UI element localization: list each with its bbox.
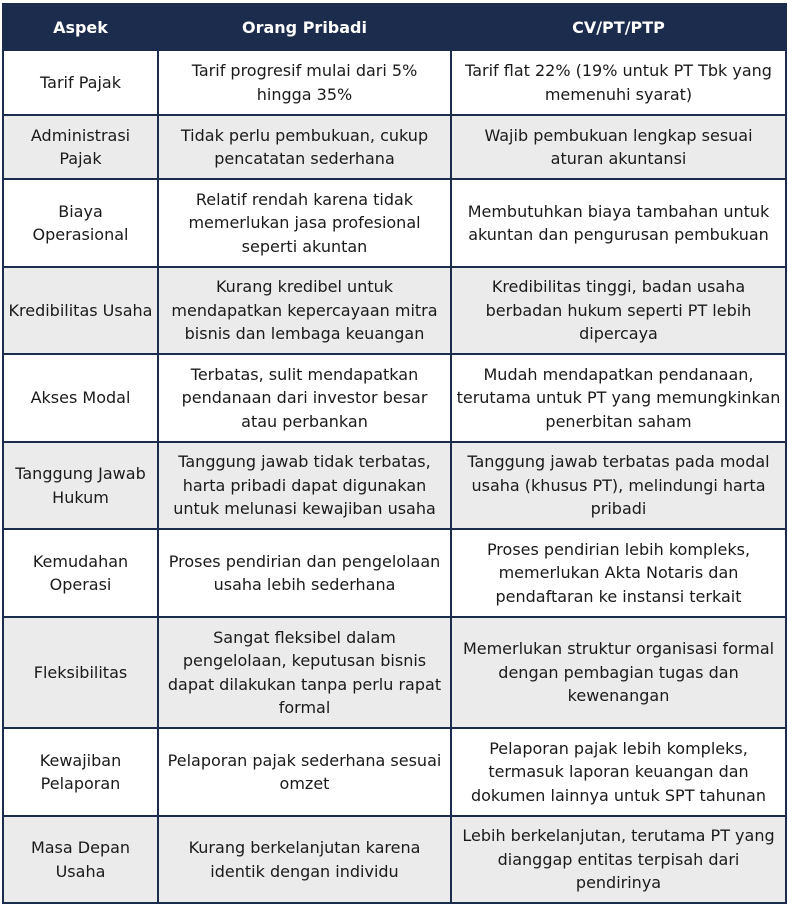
cell-badan-usaha: Mudah mendapatkan pendanaan, terutama untuk PT yang memungkinkan penerbitan saham <box>451 354 786 442</box>
cell-aspek: Kewajiban Pelaporan <box>3 728 158 816</box>
cell-badan-usaha: Proses pendirian lebih kompleks, memerlukan Akta Notaris dan pendaftaran ke instansi terkait <box>451 529 786 617</box>
table-row <box>3 50 786 115</box>
cell-orang-pribadi: Kurang kredibel untuk mendapatkan kepercayaan mitra bisnis dan lembaga keuangan <box>158 267 451 354</box>
cell-badan-usaha: Membutuhkan biaya tambahan untuk akuntan dan pengurusan pembukuan <box>451 179 786 267</box>
cell-aspek: Kredibilitas Usaha <box>3 267 158 354</box>
header-row <box>3 4 786 50</box>
header-aspek: Aspek <box>3 4 158 50</box>
table-row <box>3 354 786 442</box>
cell-aspek: Tarif Pajak <box>3 50 158 115</box>
header-badan-usaha: CV/PT/PTP <box>451 4 786 50</box>
cell-badan-usaha: Tanggung jawab terbatas pada modal usaha (khusus PT), melindungi harta pribadi <box>451 442 786 529</box>
cell-orang-pribadi: Kurang berkelanjutan karena identik dengan individu <box>158 816 451 903</box>
cell-aspek: Fleksibilitas <box>3 617 158 728</box>
cell-aspek: Masa Depan Usaha <box>3 816 158 903</box>
cell-orang-pribadi: Tanggung jawab tidak terbatas, harta pribadi dapat digunakan untuk melunasi kewajiban usaha <box>158 442 451 529</box>
cell-orang-pribadi: Relatif rendah karena tidak memerlukan jasa profesional seperti akuntan <box>158 179 451 267</box>
cell-badan-usaha: Lebih berkelanjutan, terutama PT yang dianggap entitas terpisah dari pendirinya <box>451 816 786 903</box>
cell-orang-pribadi: Sangat fleksibel dalam pengelolaan, keputusan bisnis dapat dilakukan tanpa perlu rapat formal <box>158 617 451 728</box>
cell-badan-usaha: Wajib pembukuan lengkap sesuai aturan akuntansi <box>451 115 786 179</box>
cell-orang-pribadi: Terbatas, sulit mendapatkan pendanaan dari investor besar atau perbankan <box>158 354 451 442</box>
cell-orang-pribadi: Tarif progresif mulai dari 5% hingga 35% <box>158 50 451 115</box>
table-row <box>3 442 786 529</box>
cell-aspek: Tanggung Jawab Hukum <box>3 442 158 529</box>
table-row <box>3 728 786 816</box>
cell-aspek: Biaya Operasional <box>3 179 158 267</box>
table-row <box>3 816 786 903</box>
table-row <box>3 529 786 617</box>
table-row <box>3 115 786 179</box>
cell-aspek: Akses Modal <box>3 354 158 442</box>
table-row <box>3 267 786 354</box>
cell-orang-pribadi: Proses pendirian dan pengelolaan usaha lebih sederhana <box>158 529 451 617</box>
cell-badan-usaha: Kredibilitas tinggi, badan usaha berbadan hukum seperti PT lebih dipercaya <box>451 267 786 354</box>
cell-badan-usaha: Memerlukan struktur organisasi formal dengan pembagian tugas dan kewenangan <box>451 617 786 728</box>
cell-orang-pribadi: Pelaporan pajak sederhana sesuai omzet <box>158 728 451 816</box>
cell-aspek: Administrasi Pajak <box>3 115 158 179</box>
table-row <box>3 179 786 267</box>
cell-badan-usaha: Tarif flat 22% (19% untuk PT Tbk yang memenuhi syarat) <box>451 50 786 115</box>
comparison-table <box>2 3 787 904</box>
cell-orang-pribadi: Tidak perlu pembukuan, cukup pencatatan sederhana <box>158 115 451 179</box>
table-row <box>3 617 786 728</box>
header-orang-pribadi: Orang Pribadi <box>158 4 451 50</box>
cell-aspek: Kemudahan Operasi <box>3 529 158 617</box>
cell-badan-usaha: Pelaporan pajak lebih kompleks, termasuk laporan keuangan dan dokumen lainnya untuk SPT tahunan <box>451 728 786 816</box>
